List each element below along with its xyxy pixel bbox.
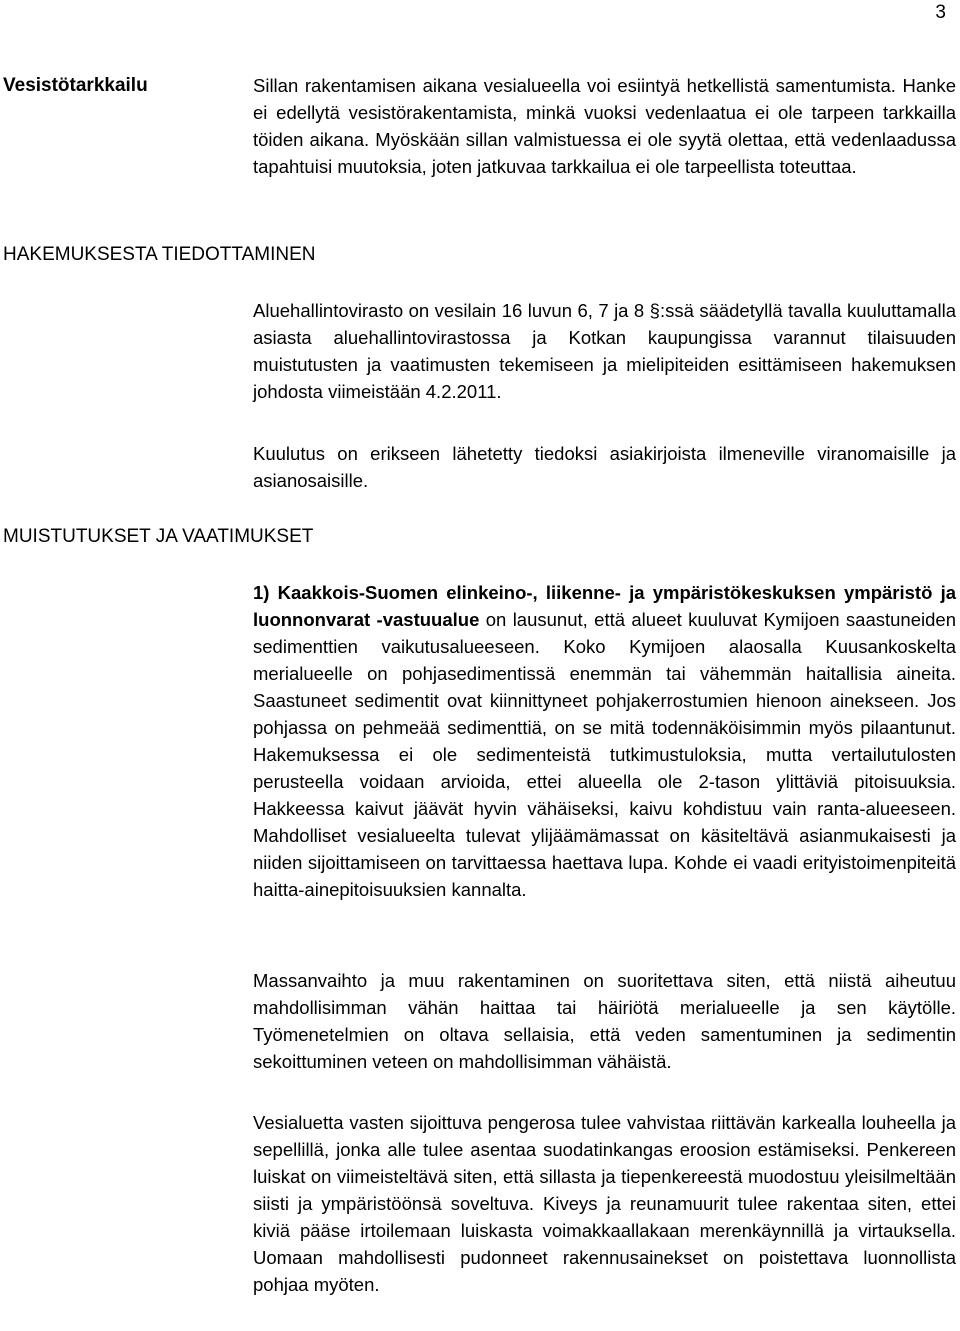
paragraph-kuulutus-2: Kuulutus on erikseen lähetetty tiedoksi asiakirjoista ilmeneville viranomaisille ja asianosaisille. <box>253 443 956 491</box>
section-heading-muistutukset-ja-vaatimukset: MUISTUTUKSET JA VAATIMUKSET <box>3 526 314 547</box>
section-heading-vesistotarkkailu: Vesistötarkkailu <box>3 75 148 96</box>
section-heading-hakemuksesta-tiedottaminen: HAKEMUKSESTA TIEDOTTAMINEN <box>3 244 316 265</box>
paragraph-vesistotarkkailu: Sillan rakentamisen aikana vesialueella voi esiintyä hetkellistä samentumista. Hanke ei edellytä vesistörakentamista, minkä vuoksi vedenlaatua ei ole tarpeen tarkkailla töiden aikana. Myöskään sillan valmistuessa ei ole syytä olettaa, että vedenlaadussa tapahtuisi muutoksia, joten jatkuvaa tarkkailua ei ole tarpeellista toteuttaa. <box>253 75 956 177</box>
paragraph-massanvaihto: Massanvaihto ja muu rakentaminen on suoritettava siten, että niistä aiheutuu mahdollisimman vähän haittaa tai häiriötä merialueelle ja sen käytölle. Työmenetelmien on oltava sellaisia, että veden samentuminen ja sedimentin sekoittuminen veteen on mahdollisimman vähäistä. <box>253 970 956 1072</box>
paragraph-kuulutus-1: Aluehallintovirasto on vesilain 16 luvun 6, 7 ja 8 §:ssä säädetyllä tavalla kuuluttamalla asiasta aluehallintovirastossa ja Kotkan kaupungissa varannut tilaisuuden muistutusten ja vaatimusten tekemiseen ja mielipiteiden esittämiseen hakemuksen johdosta viimeistään 4.2.2011. <box>253 300 956 402</box>
paragraph-pengerosa: Vesialuetta vasten sijoittuva pengerosa tulee vahvistaa riittävän karkealla louheella ja sepellillä, jonka alle tulee asentaa suodatinkangas eroosion estämiseksi. Penkereen luiskat on viimeisteltävä siten, että sillasta ja tiepenkereestä muodostuu yleisilmeltään siisti ja ympäristöönsä soveltuva. Kiveys ja reunamuurit tulee rakentaa siten, ettei kiviä pääse irtoilemaan luiskasta voimakkaallakaan merenkäynnillä ja virtauksella. Uomaan mahdollisesti pudonneet rakennusainekset on poistettava luonnollista pohjaa myöten. <box>253 1112 956 1295</box>
page-number: 3 <box>935 2 946 23</box>
ely-authority-name: 1) Kaakkois-Suomen elinkeino-, liikenne- ja ympäristökeskuksen ympäristö ja luonnonvarat -vastuualue <box>253 582 956 630</box>
paragraph-ely-statement <box>253 579 956 903</box>
ely-statement-text: on lausunut, että alueet kuuluvat Kymijoen saastuneiden sedimenttien vaikutusalueeseen. Koko Kymijoen alaosalla Kuusankoskelta merialueelle on pohjasedimentissä enemmän tai vähemmän haitallisia aineita. Saastuneet sedimentit ovat kiinnittyneet pohjakerrostumien hienoon ainekseen. Jos pohjassa on pehmeää sedimenttiä, on se mitä todennäköisimmin myös pilaantunut. Hakemuksessa ei ole sedimenteistä tutkimustuloksia, mutta vertailutulosten perusteella voidaan arvioida, ettei alueella ole 2-tason ylittäviä pitoisuuksia. Hakkeessa kaivut jäävät hyvin vähäiseksi, kaivu kohdistuu vain ranta-alueeseen. Mahdolliset vesialueelta tulevat ylijäämämassat on käsiteltävä asianmukaisesti ja niiden sijoittamiseen on tarvittaessa haettava lupa. Kohde ei vaadi erityistoimenpiteitä haitta-ainepitoisuuksien kannalta. <box>253 609 956 900</box>
